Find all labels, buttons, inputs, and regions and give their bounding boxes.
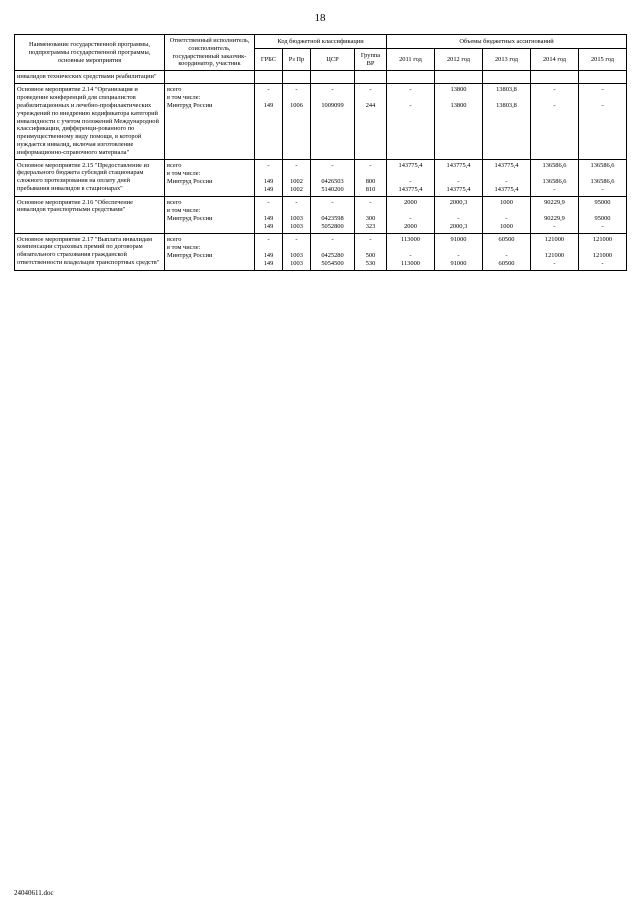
executor-line: Минтруд России — [167, 177, 213, 185]
value-y2015 — [581, 244, 624, 252]
value-grbs: - — [267, 235, 270, 243]
value-rzpr: 1003 — [290, 251, 303, 259]
value-grbs: 149 — [263, 177, 274, 185]
header-budget-code: Код бюджетной классификации — [255, 35, 387, 49]
value-y2014: - — [553, 102, 556, 110]
cell-y2011 — [387, 84, 435, 159]
value-y2014: 90229,9 — [544, 198, 565, 206]
value-y2013: 143775,4 — [494, 161, 519, 169]
cell-y2014 — [531, 71, 579, 84]
value-rzpr — [285, 207, 308, 215]
value-csr: - — [331, 198, 334, 206]
value-grbs — [257, 244, 280, 252]
executor-line: всего — [167, 86, 182, 94]
value-y2015: - — [601, 102, 604, 110]
cell-grbs — [255, 84, 283, 159]
value-y2012: - — [457, 177, 460, 185]
value-y2012: 143775,4 — [446, 161, 471, 169]
value-y2015: 121000 — [592, 251, 613, 259]
value-csr: 5140200 — [321, 185, 344, 193]
cell-y2015 — [579, 71, 627, 84]
value-y2015: 136586,6 — [590, 177, 615, 185]
value-y2015 — [581, 170, 624, 178]
cell-y2012 — [435, 233, 483, 270]
value-csr: - — [331, 86, 334, 94]
value-csr: - — [331, 235, 334, 243]
cell-y2013 — [483, 159, 531, 196]
header-year-2011: 2011 год — [387, 48, 435, 70]
value-y2015: - — [601, 86, 604, 94]
cell-csr — [311, 196, 355, 233]
cell-y2011 — [387, 233, 435, 270]
value-rzpr: 1002 — [290, 177, 303, 185]
value-y2013 — [485, 94, 528, 102]
executor-line: в том числе: — [167, 243, 201, 251]
value-y2011: 143775,4 — [398, 185, 423, 193]
value-y2014: - — [553, 222, 556, 230]
executor-cell — [165, 71, 255, 84]
value-y2012: 143775,4 — [446, 185, 471, 193]
value-csr — [313, 170, 352, 178]
value-rzpr: - — [295, 86, 298, 94]
header-year-2012: 2012 год — [435, 48, 483, 70]
cell-vr — [355, 159, 387, 196]
value-y2012 — [437, 73, 480, 81]
value-rzpr: 1003 — [290, 214, 303, 222]
executor-line: Минтруд России — [167, 251, 213, 259]
header-executor: Ответственный исполнитель, соисполнитель, государственный заказчик-координатор, участник — [165, 35, 255, 71]
header-volumes: Объемы бюджетных ассигнований — [387, 35, 627, 49]
value-grbs: - — [267, 161, 270, 169]
value-csr: 1009099 — [321, 102, 344, 110]
value-y2012: 13800 — [450, 86, 467, 94]
value-y2013: 60500 — [498, 259, 515, 267]
header-csr: ЦСР — [311, 48, 355, 70]
cell-y2015 — [579, 233, 627, 270]
value-y2013 — [485, 73, 528, 81]
value-y2014 — [533, 244, 576, 252]
cell-y2014 — [531, 233, 579, 270]
value-y2015 — [581, 207, 624, 215]
value-y2011 — [389, 73, 432, 81]
value-grbs: 149 — [263, 185, 274, 193]
executor-line: в том числе: — [167, 94, 201, 102]
value-y2012 — [437, 94, 480, 102]
value-y2011: 113000 — [401, 259, 420, 267]
value-vr — [357, 244, 384, 252]
value-rzpr — [285, 170, 308, 178]
measure-name: Основное мероприятие 2.17 "Выплата инвалидам компенсации страховых премий по договорам обязательного страхования гражданской ответственности владельцев транспортных средств" — [15, 233, 165, 270]
value-y2014: 136586,6 — [542, 177, 567, 185]
value-y2013: 1000 — [500, 222, 513, 230]
cell-y2013 — [483, 71, 531, 84]
value-y2011: - — [409, 86, 412, 94]
cell-y2014 — [531, 84, 579, 159]
value-csr: 5054500 — [321, 259, 344, 267]
value-grbs — [257, 73, 280, 81]
value-grbs — [257, 94, 280, 102]
value-y2014: - — [553, 259, 556, 267]
cell-vr — [355, 196, 387, 233]
value-vr: 530 — [365, 259, 376, 267]
cell-y2012 — [435, 71, 483, 84]
value-grbs — [257, 170, 280, 178]
value-vr — [357, 73, 384, 81]
cell-grbs — [255, 196, 283, 233]
value-rzpr: 1003 — [290, 222, 303, 230]
value-y2012: 91000 — [450, 235, 467, 243]
value-y2012: 2000,3 — [449, 222, 468, 230]
value-y2013: - — [505, 177, 508, 185]
value-y2015: 95000 — [594, 214, 611, 222]
cell-csr — [311, 233, 355, 270]
value-y2014 — [533, 207, 576, 215]
value-vr: 500 — [365, 251, 376, 259]
executor-line — [167, 223, 252, 231]
value-rzpr — [285, 94, 308, 102]
cell-y2011 — [387, 159, 435, 196]
executor-line — [167, 186, 252, 194]
header-year-2014: 2014 год — [531, 48, 579, 70]
value-y2012 — [437, 244, 480, 252]
header-year-2015: 2015 год — [579, 48, 627, 70]
value-y2014: - — [553, 185, 556, 193]
value-csr — [313, 94, 352, 102]
cell-y2011 — [387, 196, 435, 233]
executor-line: всего — [167, 235, 182, 243]
value-y2014: 121000 — [544, 235, 565, 243]
value-y2014 — [533, 73, 576, 81]
value-y2013: 60500 — [498, 235, 515, 243]
cell-vr — [355, 71, 387, 84]
cell-y2015 — [579, 196, 627, 233]
page-number: 18 — [314, 12, 326, 24]
cell-y2011 — [387, 71, 435, 84]
value-y2015 — [581, 73, 624, 81]
header-vr: Группа ВР — [355, 48, 387, 70]
header-grbs: ГРБС — [255, 48, 283, 70]
cell-grbs — [255, 233, 283, 270]
value-y2011: 2000 — [404, 222, 417, 230]
cell-y2014 — [531, 159, 579, 196]
value-y2013 — [485, 207, 528, 215]
value-y2014: 90229,9 — [544, 214, 565, 222]
value-y2011 — [389, 207, 432, 215]
executor-cell — [165, 159, 255, 196]
value-csr: 5052800 — [321, 222, 344, 230]
cell-csr — [311, 159, 355, 196]
value-rzpr — [285, 73, 308, 81]
header-rzpr: Рз Пр — [283, 48, 311, 70]
value-y2013 — [485, 170, 528, 178]
table-row — [15, 84, 627, 159]
table-row — [15, 159, 627, 196]
value-y2013: 13803,8 — [496, 86, 517, 94]
value-y2012: 13800 — [450, 102, 467, 110]
value-y2013: - — [505, 251, 508, 259]
value-y2014 — [533, 170, 576, 178]
value-rzpr: 1002 — [290, 185, 303, 193]
value-y2011: - — [409, 102, 412, 110]
value-vr: - — [369, 86, 372, 94]
value-y2011: - — [409, 177, 412, 185]
cell-y2013 — [483, 84, 531, 159]
cell-rzpr — [283, 71, 311, 84]
executor-cell — [165, 84, 255, 159]
header-year-2013: 2013 год — [483, 48, 531, 70]
value-y2011: 143775,4 — [398, 161, 423, 169]
value-vr: - — [369, 198, 372, 206]
value-y2013: 143775,4 — [494, 185, 519, 193]
executor-line: Минтруд России — [167, 102, 213, 110]
executor-line: всего — [167, 161, 182, 169]
value-y2012: - — [457, 214, 460, 222]
value-rzpr: - — [295, 161, 298, 169]
value-y2012 — [437, 207, 480, 215]
cell-y2013 — [483, 196, 531, 233]
value-csr — [313, 207, 352, 215]
cell-csr — [311, 71, 355, 84]
measure-name: Основное мероприятие 2.16 "Обеспечение инвалидов транспортными средствами" — [15, 196, 165, 233]
value-y2015 — [581, 94, 624, 102]
value-vr: 800 — [365, 177, 376, 185]
value-y2015: - — [601, 185, 604, 193]
value-y2011: 113000 — [401, 235, 420, 243]
budget-table — [14, 34, 627, 271]
executor-line: в том числе: — [167, 206, 201, 214]
value-csr: 0425280 — [321, 251, 344, 259]
cell-csr — [311, 84, 355, 159]
value-rzpr: 1006 — [290, 102, 303, 110]
value-y2013: 13803,8 — [496, 102, 517, 110]
footer-file-name: 24040611.doc — [14, 889, 54, 897]
table-row — [15, 233, 627, 270]
value-y2012: 91000 — [450, 259, 467, 267]
value-y2013: 1000 — [500, 198, 513, 206]
value-grbs: 149 — [263, 222, 274, 230]
value-y2012: - — [457, 251, 460, 259]
value-grbs: 149 — [263, 214, 274, 222]
measure-name: Основное мероприятие 2.15 "Предоставление из федерального бюджета субсидий стационарам сложного протезирования на оплату дней пребывания инвалидов в стационарах" — [15, 159, 165, 196]
table-row — [15, 71, 627, 84]
value-csr: - — [331, 161, 334, 169]
cell-y2014 — [531, 196, 579, 233]
value-vr: 300 — [365, 214, 376, 222]
value-y2013 — [485, 244, 528, 252]
value-rzpr: 1003 — [290, 259, 303, 267]
value-grbs: 149 — [263, 251, 274, 259]
cell-vr — [355, 84, 387, 159]
cell-y2012 — [435, 84, 483, 159]
value-y2015: 136586,6 — [590, 161, 615, 169]
cell-y2015 — [579, 159, 627, 196]
value-vr — [357, 207, 384, 215]
executor-line — [167, 260, 252, 268]
value-y2011 — [389, 244, 432, 252]
value-y2011: 2000 — [404, 198, 417, 206]
executor-line: в том числе: — [167, 169, 201, 177]
value-y2014 — [533, 94, 576, 102]
value-grbs: - — [267, 86, 270, 94]
cell-y2012 — [435, 196, 483, 233]
executor-cell — [165, 233, 255, 270]
value-vr: - — [369, 161, 372, 169]
cell-grbs — [255, 159, 283, 196]
value-y2011: - — [409, 214, 412, 222]
cell-vr — [355, 233, 387, 270]
value-rzpr: - — [295, 198, 298, 206]
value-csr: 0423598 — [321, 214, 344, 222]
cell-rzpr — [283, 159, 311, 196]
cell-rzpr — [283, 84, 311, 159]
value-vr: 810 — [365, 185, 376, 193]
value-y2015: - — [601, 222, 604, 230]
value-y2014: - — [553, 86, 556, 94]
value-csr — [313, 73, 352, 81]
value-y2011: - — [409, 251, 412, 259]
header-name: Наименование государственной программы, подпрограммы государственной программы, основные мероприятия — [15, 35, 165, 71]
value-grbs: 149 — [263, 259, 274, 267]
value-y2014: 121000 — [544, 251, 565, 259]
cell-y2013 — [483, 233, 531, 270]
value-vr: - — [369, 235, 372, 243]
cell-rzpr — [283, 196, 311, 233]
cell-y2012 — [435, 159, 483, 196]
value-csr: 0426503 — [321, 177, 344, 185]
executor-line: Минтруд России — [167, 214, 213, 222]
cell-grbs — [255, 71, 283, 84]
value-y2015: 95000 — [594, 198, 611, 206]
cell-y2015 — [579, 84, 627, 159]
executor-line — [167, 73, 252, 81]
measure-name: инвалидов технических средствами реабилитации" — [15, 71, 165, 84]
value-y2011 — [389, 170, 432, 178]
value-csr — [313, 244, 352, 252]
table-row — [15, 196, 627, 233]
value-y2014: 136586,6 — [542, 161, 567, 169]
value-grbs — [257, 207, 280, 215]
value-y2015: 121000 — [592, 235, 613, 243]
value-vr: 244 — [365, 102, 376, 110]
value-y2015: - — [601, 259, 604, 267]
value-y2012 — [437, 170, 480, 178]
cell-rzpr — [283, 233, 311, 270]
value-grbs: 149 — [263, 102, 274, 110]
value-vr — [357, 94, 384, 102]
value-vr — [357, 170, 384, 178]
executor-line: всего — [167, 198, 182, 206]
executor-cell — [165, 196, 255, 233]
value-vr: 323 — [365, 222, 376, 230]
measure-name: Основное мероприятие 2.14 "Организация и проведение конференций для специалистов реабилитационных и лечебно-профилактических учреждений по внедрению кодификатора категорий инвалидности с учетом положений Международной классификации, дифференци-рованного по преимущественному виду помощи, в которой нуждается инвалид, включая изготовление информационно-справочного материала" — [15, 84, 165, 159]
value-y2012: 2000,3 — [449, 198, 468, 206]
value-rzpr — [285, 244, 308, 252]
value-y2013: - — [505, 214, 508, 222]
value-y2011 — [389, 94, 432, 102]
value-grbs: - — [267, 198, 270, 206]
value-rzpr: - — [295, 235, 298, 243]
table-body — [15, 71, 627, 270]
